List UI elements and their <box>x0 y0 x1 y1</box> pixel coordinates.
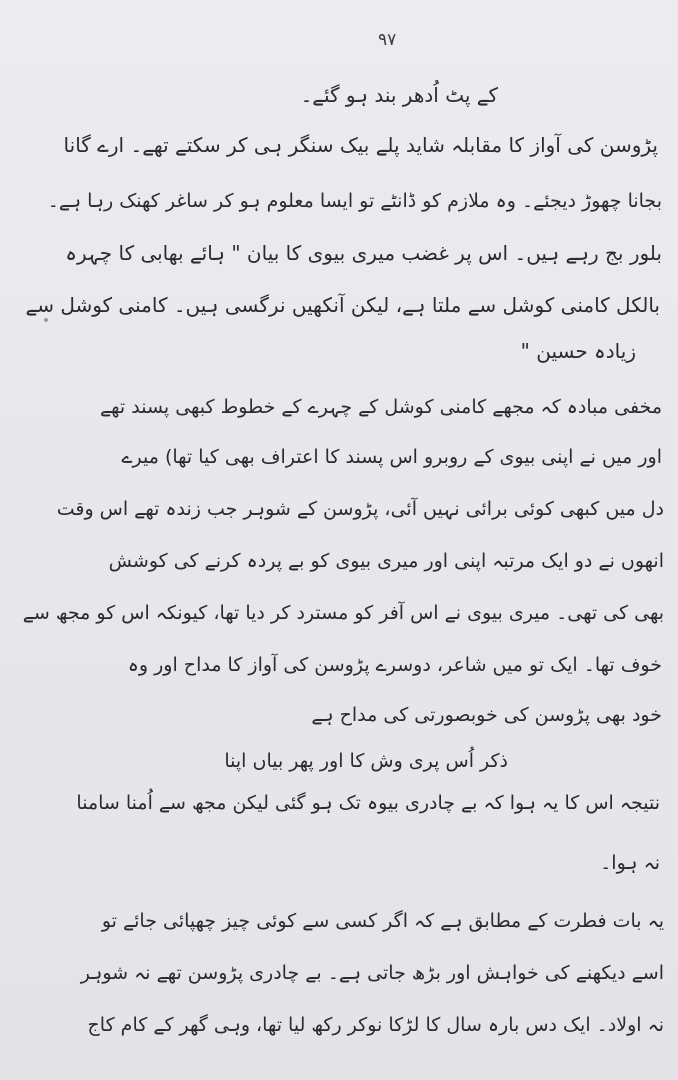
text-line-5: بالکل کامنی کوشل سے ملتا ہے، لیکن آنکھیں نرگسی ہیں۔ کامنی کوشل سے <box>25 293 660 317</box>
text-line-7: مخفی مبادہ کہ مجھے کامنی کوشل کے چہرے کے خطوط کبھی پسند تھے <box>100 396 662 418</box>
text-line-3: بجانا چھوڑ دیجئے۔ وہ ملازم کو ڈانٹے تو ایسا معلوم ہو کر ساغر کھنک رہا ہے۔ <box>47 190 662 212</box>
text-line-15: نہ ہوا۔ <box>600 852 660 874</box>
text-line-6: زیادہ حسین " <box>520 339 636 363</box>
page-number: ۹۷ <box>378 30 397 50</box>
text-line-1: کے پٹ اُدھر بند ہو گئے۔ <box>300 83 498 107</box>
text-line-8: اور میں نے اپنی بیوی کے روبرو اس پسند کا اعتراف بھی کیا تھا) میرے <box>121 446 662 468</box>
text-line-17: اسے دیکھنے کی خواہش اور بڑھ جاتی ہے۔ بے چادری پڑوسن تھے نہ شوہر <box>80 962 664 984</box>
text-line-10: انھوں نے دو ایک مرتبہ اپنی اور میری بیوی کو بے پردہ کرنے کی کوشش <box>108 550 664 572</box>
text-line-4: بلور بج رہے ہیں۔ اس پر غضب میری بیوی کا بیان " ہائے بھابی کا چہرہ <box>65 241 662 265</box>
text-line-16: یہ بات فطرت کے مطابق ہے کہ اگر کسی سے کوئی چیز چھپائی جائے تو <box>101 910 664 932</box>
text-line-11: بھی کی تھی۔ میری بیوی نے اس آفر کو مسترد کر دیا تھا، کیونکہ اس کو مجھ سے <box>22 602 664 624</box>
text-line-14: نتیجہ اس کا یہ ہوا کہ بے چادری بیوہ تک ہو گئی لیکن مجھ سے اُمنا سامنا <box>76 792 660 814</box>
text-line-13: خود بھی پڑوسن کی خوبصورتی کی مداح ہے <box>311 704 662 726</box>
text-line-2: پڑوسن کی آواز کا مقابلہ شاید پلے بیک سنگر ہی کر سکتے تھے۔ ارے گانا <box>63 133 658 157</box>
text-line-9: دل میں کبھی کوئی برائی نہیں آئی، پڑوسن کے شوہر جب زندہ تھے اس وقت <box>56 498 664 520</box>
verse-line: ذکر اُس پری وش کا اور پھر بیاں اپنا <box>224 750 508 772</box>
text-line-12: خوف تھا۔ ایک تو میں شاعر، دوسرے پڑوسن کی آواز کا مداح اور وہ <box>127 654 662 676</box>
text-line-18: نہ اولاد۔ ایک دس بارہ سال کا لڑکا نوکر رکھ لیا تھا، وہی گھر کے کام کاج <box>87 1014 664 1036</box>
